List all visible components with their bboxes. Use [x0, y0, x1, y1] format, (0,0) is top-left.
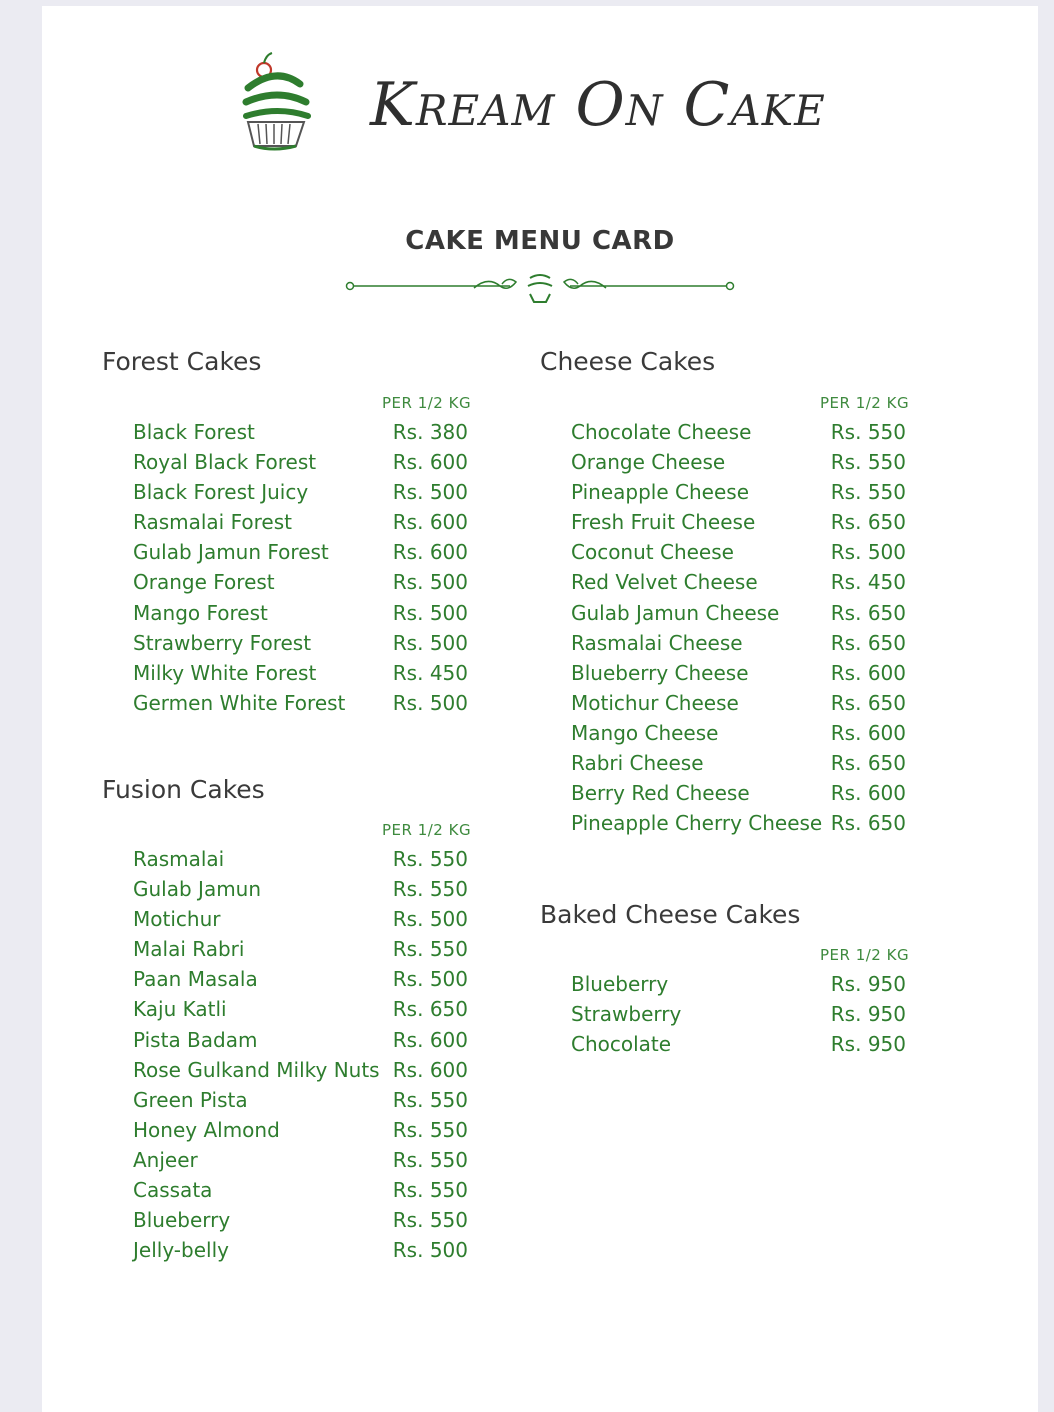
- menu-item-price: Rs. 600: [392, 540, 468, 565]
- menu-item-name: Strawberry Forest: [133, 630, 312, 655]
- menu-item-name: Gulab Jamun Cheese: [571, 600, 780, 625]
- menu-item-name: Anjeer: [133, 1147, 198, 1172]
- menu-item-price: Rs. 600: [830, 720, 906, 745]
- section-title-baked-cheese-cakes: Baked Cheese Cakes: [540, 900, 801, 929]
- menu-item: [133, 628, 468, 658]
- menu-item: [133, 874, 468, 904]
- menu-item-price: Rs. 550: [392, 1117, 468, 1142]
- menu-item: [133, 567, 468, 597]
- menu-item-name: Pista Badam: [133, 1027, 258, 1052]
- menu-item: [133, 1175, 468, 1205]
- menu-item-name: Motichur Cheese: [571, 690, 739, 715]
- menu-item: [571, 417, 906, 447]
- menu-item-name: Rasmalai: [133, 847, 225, 871]
- menu-item-price: Rs. 950: [830, 972, 906, 996]
- menu-item: [133, 994, 468, 1024]
- menu-item-name: Jelly-belly: [133, 1238, 229, 1263]
- menu-item-price: Rs. 500: [392, 480, 468, 505]
- section-title-cheese-cakes: Cheese Cakes: [540, 347, 716, 376]
- menu-item-name: Malai Rabri: [133, 937, 245, 962]
- menu-item-name: Rose Gulkand Milky Nuts: [133, 1057, 380, 1082]
- cheese-cakes-list: [571, 417, 906, 838]
- menu-item-name: Coconut Cheese: [571, 540, 734, 565]
- menu-item-price: Rs. 650: [392, 997, 468, 1022]
- menu-item: [571, 688, 906, 718]
- menu-item: [571, 969, 906, 999]
- menu-item: [133, 537, 468, 567]
- menu-item-name: Rasmalai Forest: [133, 510, 292, 535]
- menu-item-price: Rs. 950: [830, 1032, 906, 1057]
- menu-item-price: Rs. 500: [392, 1238, 468, 1263]
- menu-item: [133, 964, 468, 994]
- menu-item: [571, 537, 906, 567]
- menu-item-price: Rs. 550: [830, 420, 906, 444]
- menu-item-name: Chocolate Cheese: [571, 420, 752, 444]
- menu-item-name: Rasmalai Cheese: [571, 630, 743, 655]
- menu-item-price: Rs. 650: [830, 510, 906, 535]
- menu-item-price: Rs. 550: [830, 450, 906, 475]
- menu-item-name: Green Pista: [133, 1087, 248, 1112]
- menu-item: [571, 748, 906, 778]
- menu-item-name: Blueberry: [133, 1208, 231, 1233]
- menu-item-name: Mango Cheese: [571, 720, 719, 745]
- cupcake-icon: [240, 48, 316, 152]
- menu-item: [571, 778, 906, 808]
- unit-label-fusion: PER 1/2 KG: [382, 821, 472, 839]
- menu-item: [571, 447, 906, 477]
- menu-item-price: Rs. 600: [392, 1057, 468, 1082]
- menu-item: [571, 507, 906, 537]
- menu-title: CAKE MENU CARD: [405, 226, 675, 256]
- menu-item-name: Mango Forest: [133, 600, 268, 625]
- menu-item-price: Rs. 550: [392, 1208, 468, 1233]
- menu-item: [133, 688, 468, 718]
- menu-item-price: Rs. 650: [830, 630, 906, 655]
- menu-item: [133, 447, 468, 477]
- menu-item: [133, 1115, 468, 1145]
- menu-item: [133, 598, 468, 628]
- section-title-fusion-cakes: Fusion Cakes: [102, 775, 265, 804]
- menu-item-price: Rs. 550: [392, 1147, 468, 1172]
- menu-item-name: Milky White Forest: [133, 660, 317, 685]
- menu-item: [133, 507, 468, 537]
- menu-item-name: Strawberry: [571, 1002, 682, 1027]
- unit-label-baked: PER 1/2 KG: [820, 946, 910, 964]
- fusion-cakes-list: [133, 844, 468, 1265]
- menu-item-name: Pineapple Cheese: [571, 480, 749, 505]
- menu-item-price: Rs. 380: [392, 420, 468, 444]
- menu-item-name: Paan Masala: [133, 967, 258, 992]
- menu-item-price: Rs. 500: [392, 907, 468, 932]
- menu-item-name: Blueberry: [571, 972, 669, 996]
- menu-item-name: Gulab Jamun Forest: [133, 540, 329, 565]
- menu-item-price: Rs. 650: [830, 600, 906, 625]
- menu-item: [133, 1055, 468, 1085]
- menu-item-name: Kaju Katli: [133, 997, 227, 1022]
- menu-item-price: Rs. 650: [830, 751, 906, 776]
- menu-item-price: Rs. 500: [392, 570, 468, 595]
- menu-item-name: Fresh Fruit Cheese: [571, 510, 756, 535]
- baked-cheese-cakes-list: [571, 969, 906, 1059]
- menu-item-price: Rs. 600: [830, 781, 906, 806]
- menu-item-price: Rs. 550: [392, 1178, 468, 1203]
- menu-item-price: Rs. 950: [830, 1002, 906, 1027]
- menu-item: [571, 1029, 906, 1059]
- menu-item-name: Black Forest Juicy: [133, 480, 309, 505]
- menu-item: [571, 477, 906, 507]
- menu-item: [571, 808, 906, 838]
- menu-item: [133, 417, 468, 447]
- menu-item-price: Rs. 500: [392, 630, 468, 655]
- menu-item-price: Rs. 450: [830, 570, 906, 595]
- menu-item: [133, 477, 468, 507]
- menu-item: [571, 999, 906, 1029]
- menu-item-name: Germen White Forest: [133, 690, 346, 715]
- menu-item-name: Red Velvet Cheese: [571, 570, 758, 595]
- menu-item-name: Black Forest: [133, 420, 255, 444]
- menu-item-name: Orange Forest: [133, 570, 275, 595]
- menu-item: [133, 1205, 468, 1235]
- menu-item-name: Chocolate: [571, 1032, 672, 1057]
- menu-item: [133, 844, 468, 874]
- unit-label-forest: PER 1/2 KG: [382, 394, 472, 412]
- menu-item-price: Rs. 550: [830, 480, 906, 505]
- menu-item: [133, 1085, 468, 1115]
- menu-item-price: Rs. 500: [392, 967, 468, 992]
- ornament-divider-icon: [342, 268, 738, 308]
- menu-item-price: Rs. 650: [830, 811, 906, 836]
- menu-item-name: Pineapple Cherry Cheese: [571, 811, 823, 836]
- menu-item: [133, 1025, 468, 1055]
- menu-item: [571, 658, 906, 688]
- menu-item: [133, 934, 468, 964]
- menu-item: [133, 658, 468, 688]
- menu-item: [133, 1235, 468, 1265]
- menu-item-name: Orange Cheese: [571, 450, 726, 475]
- menu-page: [42, 6, 1038, 1412]
- brand-name: Kream On Cake: [370, 70, 826, 140]
- menu-item-name: Cassata: [133, 1178, 213, 1203]
- forest-cakes-list: [133, 417, 468, 718]
- unit-label-cheese: PER 1/2 KG: [820, 394, 910, 412]
- menu-item-name: Royal Black Forest: [133, 450, 317, 475]
- menu-item-price: Rs. 550: [392, 1087, 468, 1112]
- menu-item-name: Blueberry Cheese: [571, 660, 749, 685]
- menu-item-price: Rs. 500: [392, 690, 468, 715]
- menu-item-price: Rs. 600: [830, 660, 906, 685]
- menu-item-price: Rs. 600: [392, 450, 468, 475]
- menu-item: [571, 628, 906, 658]
- menu-item-name: Gulab Jamun: [133, 877, 262, 902]
- menu-item-price: Rs. 550: [392, 847, 468, 871]
- menu-item: [571, 567, 906, 597]
- menu-item: [133, 1145, 468, 1175]
- menu-item-price: Rs. 500: [830, 540, 906, 565]
- menu-item-price: Rs. 650: [830, 690, 906, 715]
- menu-item-name: Berry Red Cheese: [571, 781, 750, 806]
- menu-item: [571, 598, 906, 628]
- menu-item-name: Honey Almond: [133, 1117, 280, 1142]
- menu-item-price: Rs. 550: [392, 937, 468, 962]
- menu-item-price: Rs. 600: [392, 1027, 468, 1052]
- menu-item: [133, 904, 468, 934]
- menu-item-price: Rs. 450: [392, 660, 468, 685]
- menu-item: [571, 718, 906, 748]
- menu-item-name: Motichur: [133, 907, 221, 932]
- menu-item-price: Rs. 500: [392, 600, 468, 625]
- menu-item-name: Rabri Cheese: [571, 751, 704, 776]
- menu-item-price: Rs. 600: [392, 510, 468, 535]
- section-title-forest-cakes: Forest Cakes: [102, 347, 262, 376]
- menu-item-price: Rs. 550: [392, 877, 468, 902]
